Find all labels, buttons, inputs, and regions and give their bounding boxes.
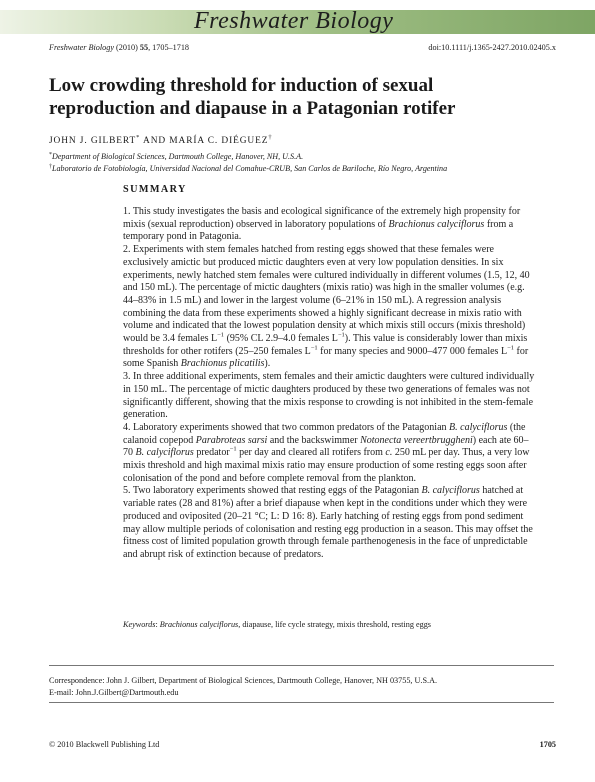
copyright: © 2010 Blackwell Publishing Ltd [49, 740, 160, 749]
page-number: 1705 [539, 740, 556, 749]
article-title: Low crowding threshold for induction of sexual reproduction and diapause in a Patagonian rotifer [49, 75, 456, 119]
affiliation-mark: * [49, 152, 52, 158]
summary-point-3: 3. In three additional experiments, stem females and their amictic daughters were cultured individually in 150 mL. The percentage of mictic daughters produced by these two generations of females was not significantly different, showing that the mixis response to crowding is not inhibited in the stem-female generation. [123, 371, 535, 421]
journal-name: Freshwater Biology [194, 8, 394, 34]
author-mark: † [268, 134, 273, 141]
keywords-label: Keywords [123, 620, 156, 629]
author-mark: * [136, 134, 141, 141]
summary-point-5: 5. Two laboratory experiments showed that resting eggs of the Patagonian B. calyciflorus hatched at variable rates (28 and 81%) after a brief diapause when kept in the conditions under which they were produced and oviposited (20–21 °C; L: D 16: 8). Early hatching of resting eggs from pond sediment may allow multiple periods of colonisation and resting egg production in a season. This may offset the fitness cost of limited population growth through female parthenogenesis in the face of unpredictable and abrupt risk of extinction because of predators. [123, 485, 533, 560]
affiliation-text: Department of Biological Sciences, Dartmouth College, Hanover, NH, U.S.A. [52, 152, 304, 161]
citation-year: (2010) [113, 43, 140, 52]
doi: doi:10.1111/j.1365-2427.2010.02405.x [428, 43, 556, 52]
summary-body [123, 206, 538, 562]
keywords: Keywords: Brachionus calyciflorus, diapause, life cycle strategy, mixis threshold, resting eggs [123, 620, 431, 629]
summary-point-4: 4. Laboratory experiments showed that two common predators of the Patagonian B. calyciflorus (the calanoid copepod Parabroteas sarsi and the backswimmer Notonecta vereertbruggheni) each ate 60–70 B. calyciflorus predator$^{-1}$ per day and cleared all rotifers from c. 250 mL per day. Thus, a very low mixis threshold and high maximal mixis ratio may ensure production of some resting eggs soon after colonisation of the pond and before complete removal from the plankton. [123, 421, 530, 484]
email-address[interactable]: E-mail: John.J.Gilbert@Dartmouth.edu [49, 688, 179, 697]
keyword-species: Brachionus calyciflorus [159, 620, 239, 629]
keywords-list: , diapause, life cycle strategy, mixis threshold, resting eggs [238, 620, 431, 629]
affiliation-2 [49, 164, 447, 173]
citation [49, 43, 189, 52]
citation-pages: , 1705–1718 [148, 43, 190, 52]
summary-point-1: 1. This study investigates the basis and ecological significance of the extremely high propensity for mixis (sexual reproduction) observed in laboratory populations of Brachionus calyciflorus from a temporary pond in Patagonia. [123, 206, 521, 243]
citation-volume: 55 [139, 43, 149, 52]
citation-journal: Freshwater Biology [49, 43, 114, 52]
summary-point-2: 2. Experiments with stem females hatched from resting eggs showed that these females were exclusively amictic but produced mictic daughters even at very low population densities. In six experiments, newly hatched stem females were cultured individually in different volumes (1.5, 12, 40 and 150 mL). The percentage of mictic daughters (mixis ratio) was high in the smaller volumes (e.g. 44–83% in 1.5 mL) and lower in the largest volume (6–21% in 150 mL). A regression analysis combining the data from these experiments showed a highly significant decrease in mixis ratio with volume and indicated that the lowest population density at which mixis still occurs (mixis threshold) would be 3.4 females $L^{-1}$ (95% CL 2.9–4.0 females $L^{-1}$). This value is considerably lower than mixis thresholds for other rotifers (25–250 females $L^{-1}$ for many species and 9000–477 000 females $L^{-1}$ for some Spanish Brachionus plicatilis). [123, 244, 530, 370]
correspondence: Correspondence: John J. Gilbert, Department of Biological Sciences, Dartmouth College, Hanover, NH 03755, U.S.A. [49, 676, 438, 685]
authors: JOHN J. GILBERT* AND MARÍA C. DIÉGUEZ† [49, 134, 273, 147]
affiliation-mark: † [49, 164, 52, 170]
summary-heading: SUMMARY [123, 184, 187, 195]
footer-divider [49, 665, 554, 666]
footer-divider-2 [49, 702, 554, 703]
affiliation-1 [49, 152, 303, 161]
affiliation-text: Laboratorio de Fotobiología, Universidad Nacional del Comahue-CRUB, San Carlos de Bariloche, Río Negro, Argentina [52, 164, 448, 173]
